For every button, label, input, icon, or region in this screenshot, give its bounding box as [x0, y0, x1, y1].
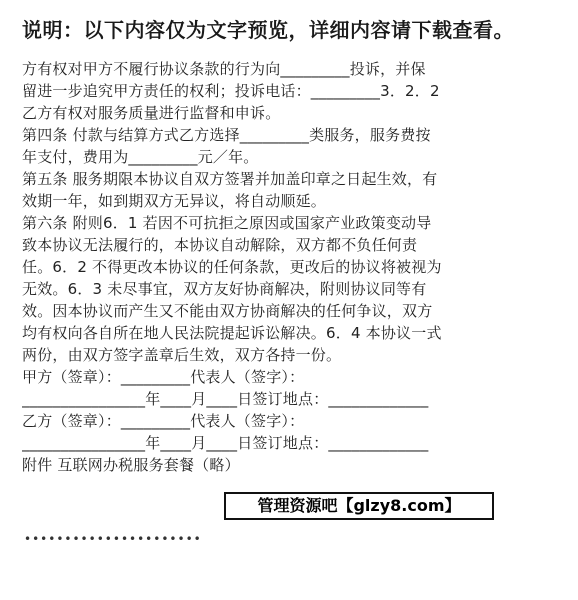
text-line: 任。6．2 不得更改本协议的任何条款，更改后的协议将被视为: [22, 258, 442, 276]
text-line: 乙方有权对服务质量进行监督和申诉。: [22, 104, 281, 122]
text-line: 年支付，费用为_________元／年。: [22, 148, 259, 166]
text-line: ________________年____月____日签订地点：_____________: [22, 434, 429, 452]
text-line: ________________年____月____日签订地点：_____________: [22, 390, 429, 408]
text-line: 方有权对甲方不履行协议条款的行为向_________投诉，并保: [22, 60, 426, 78]
text-line: 两份，由双方签字盖章后生效，双方各持一份。: [22, 346, 342, 364]
text-line: 均有权向各自所在地人民法院提起诉讼解决。6．4 本协议一式: [22, 324, 442, 342]
text-line: 乙方（签章）：_________代表人（签字）：: [22, 412, 305, 430]
text-line: 效。因本协议而产生又不能由双方协商解决的任何争议，双方: [22, 302, 433, 320]
preview-notice: 说明：以下内容仅为文字预览，详细内容请下载查看。: [22, 18, 514, 42]
document-body: [22, 58, 562, 476]
text-line: 效期一年，如到期双方无异议，将自动顺延。: [22, 192, 327, 210]
text-line: 甲方（签章）：_________代表人（签字）：: [22, 368, 305, 386]
text-line: 第六条 附则6．1 若因不可抗拒之原因或国家产业政策变动导: [22, 214, 432, 232]
text-line: 无效。6．3 未尽事宜，双方友好协商解决，附则协议同等有: [22, 280, 427, 298]
text-line: 第四条 付款与结算方式乙方选择_________类服务，服务费按: [22, 126, 431, 144]
text-line: 附件 互联网办税服务套餐（略）: [22, 456, 240, 474]
text-line: 留进一步追究甲方责任的权利；投诉电话：_________3．2．2: [22, 82, 440, 100]
truncation-dots: ••••••••••••••••••••••: [24, 532, 202, 546]
watermark-banner: 管理资源吧【glzy8.com】: [224, 492, 494, 520]
text-line: 致本协议无法履行的，本协议自动解除，双方都不负任何责: [22, 236, 418, 254]
text-line: 第五条 服务期限本协议自双方签署并加盖印章之日起生效，有: [22, 170, 438, 188]
